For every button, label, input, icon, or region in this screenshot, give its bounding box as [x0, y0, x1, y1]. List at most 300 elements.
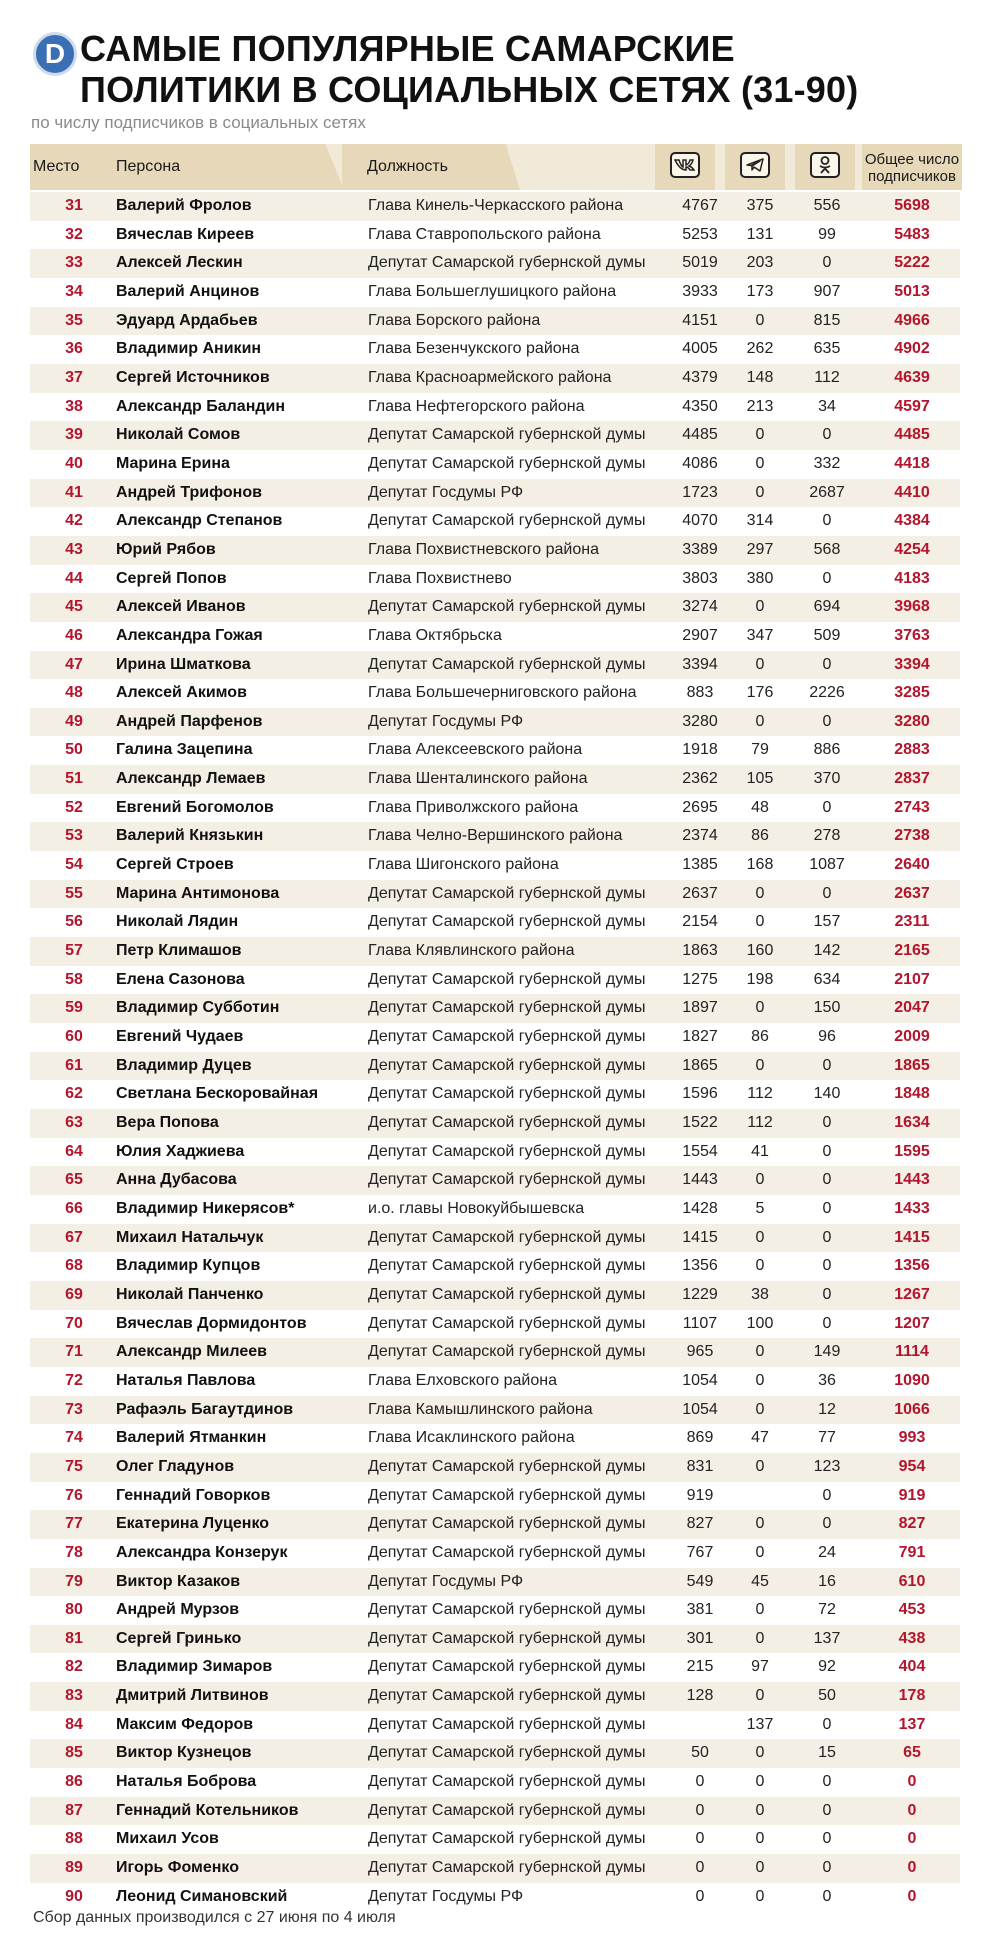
telegram-icon [740, 152, 770, 178]
cell-odnoklassniki: 12 [818, 1400, 836, 1418]
cell-telegram: 0 [755, 1171, 765, 1189]
table-row [30, 1482, 960, 1511]
cell-odnoklassniki: 16 [818, 1572, 836, 1590]
cell-person: Андрей Трифонов [116, 483, 262, 501]
cell-total: 0 [907, 1887, 917, 1905]
cell-position: Депутат Самарской губернской думы [368, 1515, 646, 1533]
cell-telegram: 0 [755, 913, 765, 931]
cell-total: 1207 [894, 1314, 930, 1332]
table-row [30, 1711, 960, 1740]
cell-position: Глава Шигонского района [368, 856, 559, 874]
cell-place: 62 [65, 1085, 83, 1103]
table-row [30, 937, 960, 966]
cell-telegram: 0 [755, 1228, 765, 1246]
cell-person: Александр Лемаев [116, 770, 266, 788]
cell-odnoklassniki: 123 [813, 1457, 841, 1475]
cell-person: Владимир Купцов [116, 1257, 261, 1275]
cell-total: 2107 [894, 970, 930, 988]
cell-person: Михаил Усов [116, 1830, 219, 1848]
cell-position: Депутат Самарской губернской думы [368, 1801, 646, 1819]
table-row [30, 1883, 960, 1912]
cell-position: Глава Елховского района [368, 1371, 557, 1389]
cell-telegram: 105 [746, 770, 774, 788]
table-row [30, 278, 960, 307]
cell-odnoklassniki: 149 [813, 1343, 841, 1361]
cell-place: 55 [65, 884, 83, 902]
table-row [30, 1166, 960, 1195]
cell-vk: 1863 [682, 942, 718, 960]
cell-odnoklassniki: 96 [818, 1028, 836, 1046]
cell-vk: 1275 [682, 970, 718, 988]
cell-position: Депутат Самарской губернской думы [368, 1744, 646, 1762]
cell-person: Вячеслав Киреев [116, 225, 255, 243]
table-row [30, 1310, 960, 1339]
cell-place: 66 [65, 1199, 83, 1217]
cell-telegram: 86 [751, 1028, 769, 1046]
cell-position: Депутат Самарской губернской думы [368, 1142, 646, 1160]
cell-position: Глава Большечерниговского района [368, 684, 637, 702]
cell-position: Глава Челно-Вершинского района [368, 827, 623, 845]
cell-person: Наталья Боброва [116, 1773, 257, 1791]
cell-position: Глава Камышлинского района [368, 1400, 593, 1418]
cell-person: Александр Милеев [116, 1343, 267, 1361]
table-row [30, 1768, 960, 1797]
cell-person: Наталья Павлова [116, 1371, 256, 1389]
cell-position: Депутат Самарской губернской думы [368, 1228, 646, 1246]
cell-person: Александра Конзерук [116, 1543, 288, 1561]
cell-telegram: 48 [751, 798, 769, 816]
cell-odnoklassniki: 0 [822, 1887, 832, 1905]
cell-odnoklassniki: 2687 [809, 483, 845, 501]
cell-odnoklassniki: 137 [813, 1629, 841, 1647]
cell-person: Валерий Фролов [116, 197, 252, 214]
cell-telegram: 213 [746, 397, 774, 415]
cell-total: 5222 [894, 254, 930, 272]
cell-position: Депутат Самарской губернской думы [368, 913, 646, 931]
cell-odnoklassniki: 142 [813, 942, 841, 960]
cell-vk: 4379 [682, 368, 718, 386]
cell-telegram: 0 [755, 655, 765, 673]
table-row [30, 1854, 960, 1883]
cell-telegram: 176 [746, 684, 774, 702]
cell-telegram: 0 [755, 1400, 765, 1418]
cell-total: 1415 [894, 1228, 930, 1246]
table-row [30, 1138, 960, 1167]
cell-total: 2637 [894, 884, 930, 902]
cell-total: 3394 [894, 655, 930, 673]
cell-total: 0 [907, 1773, 917, 1791]
cell-telegram: 203 [746, 254, 774, 272]
cell-position: Глава Похвистневского района [368, 540, 599, 558]
cell-total: 4384 [894, 512, 930, 530]
cell-vk: 1918 [682, 741, 718, 759]
cell-person: Светлана Бескоровайная [116, 1085, 319, 1103]
cell-vk: 883 [686, 684, 714, 702]
table-row [30, 1797, 960, 1826]
cell-total: 3968 [894, 598, 930, 616]
cell-person: Валерий Князькин [116, 827, 264, 845]
table-row [30, 1682, 960, 1711]
cell-telegram: 314 [746, 512, 774, 530]
cell-total: 1865 [894, 1056, 930, 1074]
cell-total: 2311 [894, 913, 930, 931]
cell-vk: 1428 [682, 1199, 718, 1217]
table-row [30, 1195, 960, 1224]
table-row [30, 536, 960, 565]
cell-total: 3280 [894, 712, 930, 730]
cell-place: 74 [65, 1429, 83, 1447]
cell-person: Анна Дубасова [116, 1171, 237, 1189]
cell-person: Дмитрий Литвинов [116, 1687, 269, 1705]
table-row [30, 1052, 960, 1081]
cell-total: 65 [903, 1744, 921, 1762]
cell-odnoklassniki: 0 [822, 712, 832, 730]
cell-telegram: 380 [746, 569, 774, 587]
cell-odnoklassniki: 0 [822, 1830, 832, 1848]
cell-vk: 1827 [682, 1028, 718, 1046]
cell-place: 67 [65, 1228, 83, 1246]
cell-position: Депутат Самарской губернской думы [368, 884, 646, 902]
cell-place: 49 [65, 712, 83, 730]
ranking-table [30, 192, 960, 1911]
odnoklassniki-icon [810, 152, 840, 178]
cell-position: Депутат Самарской губернской думы [368, 1285, 646, 1303]
cell-vk: 831 [686, 1457, 714, 1475]
cell-odnoklassniki: 0 [822, 1859, 832, 1877]
cell-vk: 1522 [682, 1114, 718, 1131]
cell-place: 40 [65, 454, 83, 472]
cell-vk: 301 [686, 1629, 714, 1647]
cell-position: Депутат Самарской губернской думы [368, 1543, 646, 1561]
cell-person: Владимир Никерясов* [116, 1199, 295, 1217]
cell-telegram: 0 [755, 1543, 765, 1561]
cell-odnoklassniki: 0 [822, 655, 832, 673]
cell-position: Депутат Госдумы РФ [368, 1572, 524, 1590]
cell-vk: 4350 [682, 397, 718, 415]
cell-position: Депутат Самарской губернской думы [368, 254, 646, 272]
publisher-logo [33, 32, 77, 76]
cell-person: Евгений Чудаев [116, 1028, 244, 1046]
cell-total: 3285 [894, 684, 930, 702]
cell-place: 59 [65, 999, 83, 1017]
cell-telegram: 198 [746, 970, 774, 988]
cell-telegram: 148 [746, 368, 774, 386]
cell-odnoklassniki: 0 [822, 1515, 832, 1533]
cell-position: Глава Ставропольского района [368, 225, 601, 243]
cell-place: 81 [65, 1629, 83, 1647]
cell-place: 53 [65, 827, 83, 845]
cell-person: Андрей Парфенов [116, 712, 263, 730]
table-row [30, 1367, 960, 1396]
cell-vk: 2374 [682, 827, 718, 845]
cell-position: Депутат Госдумы РФ [368, 483, 524, 501]
cell-total: 5483 [894, 225, 930, 243]
cell-total: 4639 [894, 368, 930, 386]
cell-telegram: 0 [755, 1687, 765, 1705]
cell-person: Олег Гладунов [116, 1457, 235, 1475]
column-header-position: Должность [367, 158, 448, 175]
cell-person: Валерий Ятманкин [116, 1429, 267, 1447]
cell-place: 80 [65, 1601, 83, 1619]
cell-telegram: 97 [751, 1658, 769, 1676]
table-row [30, 1596, 960, 1625]
cell-person: Виктор Казаков [116, 1572, 241, 1590]
cell-person: Геннадий Котельников [116, 1801, 299, 1819]
table-row [30, 1023, 960, 1052]
cell-position: Депутат Самарской губернской думы [368, 1114, 646, 1131]
cell-place: 73 [65, 1400, 83, 1418]
cell-vk: 5019 [682, 254, 718, 272]
cell-position: Глава Борского района [368, 311, 541, 329]
cell-total: 2640 [894, 856, 930, 874]
table-row [30, 1396, 960, 1425]
table-row [30, 1424, 960, 1453]
cell-telegram: 0 [755, 1601, 765, 1619]
cell-place: 32 [65, 225, 83, 243]
cell-person: Алексей Иванов [116, 598, 246, 616]
cell-total: 453 [898, 1601, 926, 1619]
table-row [30, 822, 960, 851]
footnote: Сбор данных производился с 27 июня по 4 июля [33, 1909, 396, 1926]
table-row [30, 1281, 960, 1310]
cell-position: Депутат Самарской губернской думы [368, 1629, 646, 1647]
title-line-2: ПОЛИТИКИ В СОЦИАЛЬНЫХ СЕТЯХ (31-90) [80, 69, 859, 110]
cell-position: Глава Большеглушицкого района [368, 282, 617, 300]
table-row [30, 1739, 960, 1768]
cell-telegram: 173 [746, 282, 774, 300]
cell-telegram: 0 [755, 884, 765, 902]
cell-place: 46 [65, 626, 83, 644]
cell-position: и.о. главы Новокуйбышевска [368, 1199, 585, 1217]
cell-total: 1267 [894, 1285, 930, 1303]
cell-telegram: 0 [755, 483, 765, 501]
cell-telegram: 375 [746, 197, 774, 214]
cell-position: Депутат Самарской губернской думы [368, 1687, 646, 1705]
cell-total: 1595 [894, 1142, 930, 1160]
table-row [30, 450, 960, 479]
cell-position: Депутат Самарской губернской думы [368, 1830, 646, 1848]
table-row [30, 679, 960, 708]
vk-icon [670, 152, 700, 178]
cell-vk: 2154 [682, 913, 718, 931]
cell-position: Депутат Самарской губернской думы [368, 1773, 646, 1791]
cell-telegram: 0 [755, 1859, 765, 1877]
cell-odnoklassniki: 112 [814, 368, 840, 386]
cell-total: 4410 [894, 483, 930, 501]
cell-total: 1433 [894, 1199, 930, 1217]
cell-person: Марина Антимонова [116, 884, 280, 902]
cell-person: Геннадий Говорков [116, 1486, 271, 1504]
cell-odnoklassniki: 509 [813, 626, 841, 644]
cell-odnoklassniki: 0 [822, 798, 832, 816]
cell-total: 2165 [894, 942, 930, 960]
cell-total: 954 [898, 1457, 926, 1475]
cell-place: 61 [65, 1056, 83, 1074]
cell-vk: 3933 [682, 282, 718, 300]
cell-odnoklassniki: 694 [813, 598, 841, 616]
cell-vk: 50 [691, 1744, 709, 1762]
cell-telegram: 45 [751, 1572, 769, 1590]
cell-telegram: 0 [755, 1744, 765, 1762]
cell-telegram: 262 [746, 340, 774, 358]
cell-place: 72 [65, 1371, 83, 1389]
cell-total: 5013 [894, 282, 930, 300]
cell-telegram: 168 [746, 856, 774, 874]
cell-telegram: 0 [755, 1629, 765, 1647]
cell-odnoklassniki: 0 [822, 1257, 832, 1275]
cell-vk: 0 [695, 1773, 705, 1791]
cell-telegram: 0 [755, 426, 765, 444]
cell-place: 64 [65, 1142, 83, 1160]
cell-telegram: 0 [755, 311, 765, 329]
cell-place: 69 [65, 1285, 83, 1303]
cell-place: 31 [65, 197, 83, 214]
cell-person: Галина Зацепина [116, 741, 253, 759]
table-row [30, 307, 960, 336]
cell-position: Депутат Самарской губернской думы [368, 1314, 646, 1332]
cell-telegram: 0 [755, 1457, 765, 1475]
table-row [30, 1224, 960, 1253]
table-row [30, 221, 960, 250]
cell-vk: 4086 [682, 454, 718, 472]
cell-person: Сергей Гринько [116, 1629, 242, 1647]
cell-place: 85 [65, 1744, 83, 1762]
cell-telegram: 347 [746, 626, 774, 644]
cell-odnoklassniki: 635 [813, 340, 841, 358]
cell-person: Сергей Источников [116, 368, 270, 386]
page-title [80, 28, 858, 110]
cell-position: Депутат Самарской губернской думы [368, 655, 646, 673]
cell-odnoklassniki: 0 [822, 254, 832, 272]
cell-total: 178 [898, 1687, 926, 1705]
table-row [30, 880, 960, 909]
cell-telegram: 0 [755, 1773, 765, 1791]
cell-total: 404 [898, 1658, 926, 1676]
cell-vk: 1054 [682, 1400, 718, 1418]
cell-person: Эдуард Ардабьев [116, 311, 258, 329]
cell-telegram: 86 [751, 827, 769, 845]
cell-vk: 1897 [682, 999, 718, 1017]
cell-person: Николай Сомов [116, 426, 241, 444]
table-row [30, 794, 960, 823]
cell-vk: 3803 [682, 569, 718, 587]
table-row [30, 192, 960, 221]
cell-person: Владимир Дуцев [116, 1056, 252, 1074]
cell-place: 63 [65, 1114, 83, 1131]
cell-odnoklassniki: 0 [822, 426, 832, 444]
cell-telegram: 0 [755, 1830, 765, 1848]
cell-total: 1443 [894, 1171, 930, 1189]
cell-vk: 1229 [682, 1285, 718, 1303]
cell-odnoklassniki: 332 [813, 454, 841, 472]
cell-total: 4485 [894, 426, 930, 444]
cell-odnoklassniki: 0 [822, 1285, 832, 1303]
cell-odnoklassniki: 0 [822, 884, 832, 902]
cell-total: 919 [898, 1486, 926, 1504]
cell-position: Депутат Самарской губернской думы [368, 1658, 646, 1676]
cell-vk: 4151 [682, 311, 718, 329]
column-header-total: Общее число подписчиков [864, 151, 960, 185]
cell-person: Виктор Кузнецов [116, 1744, 252, 1762]
table-row [30, 1510, 960, 1539]
cell-position: Депутат Самарской губернской думы [368, 1859, 646, 1877]
cell-telegram: 0 [755, 454, 765, 472]
cell-place: 87 [65, 1801, 83, 1819]
cell-person: Алексей Лескин [116, 254, 243, 272]
cell-telegram: 112 [747, 1114, 773, 1131]
cell-position: Глава Кинель-Черкасского района [368, 197, 624, 214]
cell-position: Депутат Самарской губернской думы [368, 999, 646, 1017]
table-row [30, 1338, 960, 1367]
cell-person: Вячеслав Дормидонтов [116, 1314, 307, 1332]
cell-telegram: 0 [755, 1343, 765, 1361]
cell-vk: 0 [695, 1859, 705, 1877]
page-subtitle: по числу подписчиков в социальных сетях [31, 113, 366, 132]
cell-total: 2047 [894, 999, 930, 1017]
cell-odnoklassniki: 886 [813, 741, 841, 759]
cell-place: 77 [65, 1515, 83, 1533]
cell-person: Владимир Зимаров [116, 1658, 273, 1676]
cell-place: 47 [65, 655, 83, 673]
table-row [30, 593, 960, 622]
cell-place: 41 [65, 483, 83, 501]
cell-vk: 549 [686, 1572, 714, 1590]
cell-total: 4597 [894, 397, 930, 415]
cell-odnoklassniki: 99 [818, 225, 836, 243]
cell-vk: 1596 [682, 1085, 718, 1103]
cell-place: 78 [65, 1543, 83, 1561]
cell-place: 75 [65, 1457, 83, 1475]
cell-telegram: 38 [751, 1285, 769, 1303]
cell-odnoklassniki: 140 [813, 1085, 841, 1103]
cell-vk: 869 [686, 1429, 714, 1447]
cell-vk: 4767 [682, 197, 718, 214]
cell-position: Глава Октябрьска [368, 626, 502, 644]
cell-vk: 2637 [682, 884, 718, 902]
cell-vk: 215 [686, 1658, 714, 1676]
cell-telegram: 0 [755, 1887, 765, 1905]
table-row [30, 1653, 960, 1682]
cell-telegram: 297 [746, 540, 774, 558]
cell-place: 44 [65, 569, 83, 587]
cell-vk: 2695 [682, 798, 718, 816]
cell-odnoklassniki: 0 [822, 1056, 832, 1074]
table-row [30, 994, 960, 1023]
cell-vk: 1107 [682, 1314, 718, 1332]
cell-telegram: 0 [755, 1515, 765, 1533]
cell-position: Глава Красноармейского района [368, 368, 612, 386]
cell-odnoklassniki: 36 [818, 1371, 836, 1389]
table-row [30, 1625, 960, 1654]
cell-vk: 1415 [682, 1228, 718, 1246]
cell-odnoklassniki: 0 [822, 1801, 832, 1819]
cell-position: Глава Безенчукского района [368, 340, 580, 358]
cell-odnoklassniki: 15 [818, 1744, 836, 1762]
cell-position: Депутат Самарской губернской думы [368, 1257, 646, 1275]
table-row [30, 708, 960, 737]
cell-place: 76 [65, 1486, 83, 1504]
cell-vk: 4485 [682, 426, 718, 444]
cell-total: 2883 [894, 741, 930, 759]
cell-total: 2009 [894, 1028, 930, 1046]
cell-total: 827 [898, 1515, 926, 1533]
cell-place: 42 [65, 512, 83, 530]
cell-place: 82 [65, 1658, 83, 1676]
table-row [30, 1568, 960, 1597]
cell-total: 4418 [894, 454, 930, 472]
cell-odnoklassniki: 72 [818, 1601, 836, 1619]
cell-person: Александр Баландин [116, 397, 286, 415]
